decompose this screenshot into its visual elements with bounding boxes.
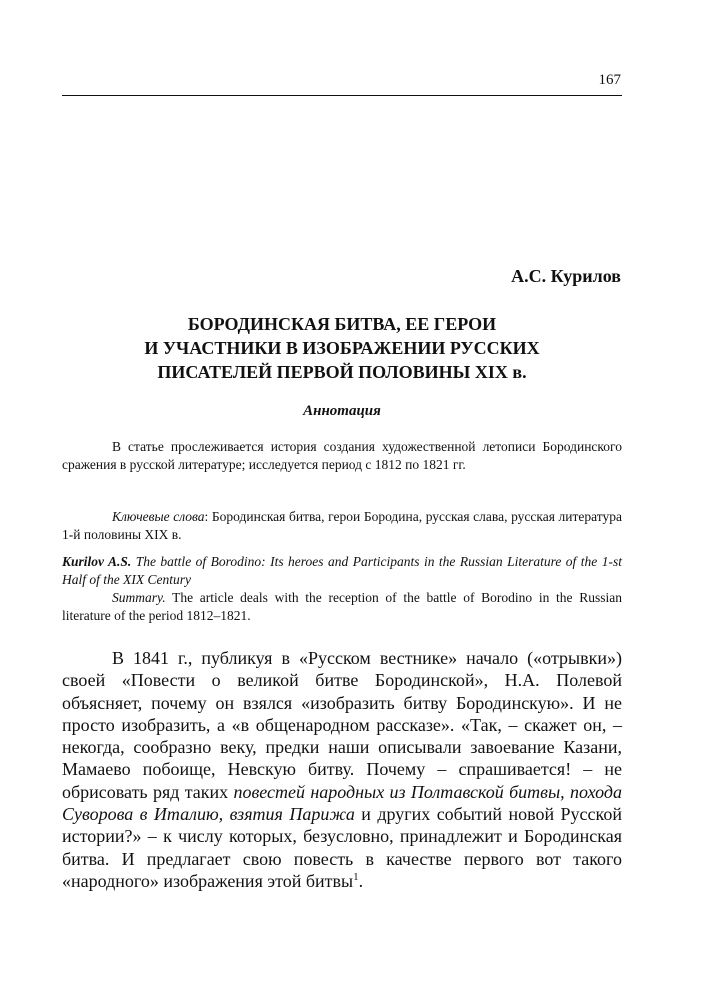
- main-paragraph: [62, 647, 622, 892]
- english-title: The battle of Borodino: Its heroes and Participants in the Russian Literature of the 1-st Half of the XIX Century: [62, 554, 622, 587]
- keywords-text: : Бородинская битва, герои Бородина, русская слава, русская литература 1-й половины XIX в.: [62, 509, 622, 542]
- english-title-line: [62, 553, 622, 589]
- header-rule: [62, 95, 622, 96]
- summary-label: Summary.: [112, 590, 166, 605]
- keywords-paragraph: [62, 508, 622, 544]
- title-line: И УЧАСТНИКИ В ИЗОБРАЖЕНИИ РУССКИХ: [144, 338, 540, 358]
- keywords-label: Ключевые слова: [112, 509, 205, 524]
- abstract-heading: Аннотация: [303, 403, 381, 419]
- english-summary: [62, 589, 622, 625]
- article-title: [62, 312, 622, 384]
- author-name: А.С. Курилов: [511, 266, 621, 286]
- body-text-continued: и других событий новой Русской истории?» – к числу которых, безусловно, принадлежит и Бородинская битва. И предлагает свою повесть в качестве первого вот такого «народного» изображения этой битвы: [62, 804, 622, 891]
- footnote-ref[interactable]: 1: [353, 870, 359, 883]
- abstract-text: В статье прослеживается история создания художественной летописи Бородинского сражения в русской литературе; исследуется период с 1812 по 1821 гг.: [62, 439, 622, 472]
- summary-text: The article deals with the reception of the battle of Borodino in the Russian literature of the period 1812–1821.: [62, 590, 622, 623]
- page-number: 167: [598, 72, 621, 88]
- title-line: ПИСАТЕЛЕЙ ПЕРВОЙ ПОЛОВИНЫ XIX в.: [157, 362, 527, 382]
- body-italic-text: повестей народных из Полтавской битвы, похода Суворова в Италию, взятия Парижа: [62, 781, 623, 825]
- body-text: В 1841 г., публикуя в «Русском вестнике» начало («отрывки») своей «Повести о великой битве Бородинской», Н.А. Полевой объясняет, почему он взялся «изобразить битву Бородинскую». И не просто изобразить, а «в общенародном рассказе». «Так, – скажет он, – некогда, сообразно веку, предки наши описывали завоевание Казани, Мамаево побоище, Невскую битву. Почему – спрашивается! – не обрисовать ряд таких: [62, 648, 622, 802]
- english-author: Kurilov A.S.: [62, 554, 132, 569]
- title-line: БОРОДИНСКАЯ БИТВА, ЕЕ ГЕРОИ: [187, 314, 497, 334]
- english-abstract: [62, 553, 622, 625]
- body-end-punct: .: [358, 870, 364, 891]
